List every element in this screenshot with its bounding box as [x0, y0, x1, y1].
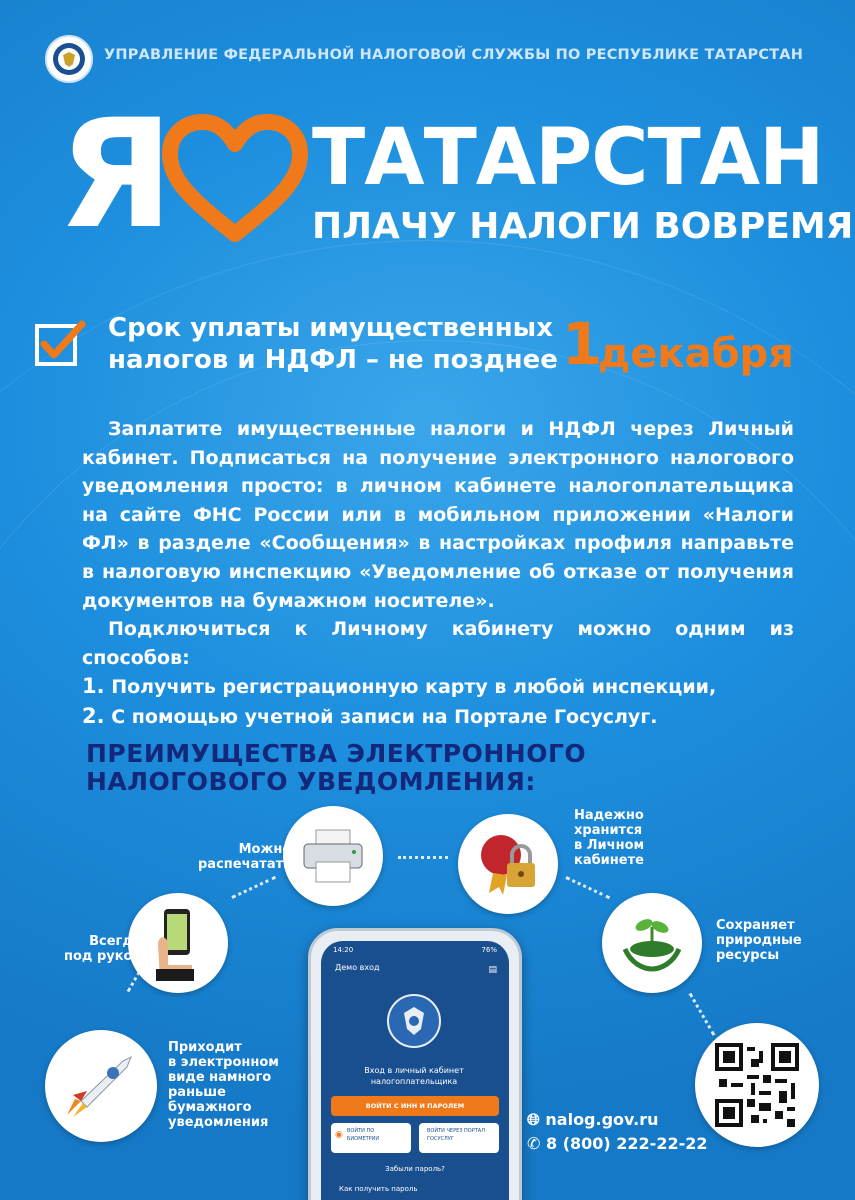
phone-login-title: Вход в личный кабинет налогоплательщика	[364, 1066, 464, 1086]
body-paragraph-2: Подключиться к Личному кабинету можно одним из способов:	[82, 618, 794, 669]
body-list-item-1	[82, 672, 794, 702]
contact-website[interactable]	[527, 1110, 659, 1130]
deadline-line-2: налогов и НДФЛ – не позднее	[108, 345, 558, 375]
benefit-print-label: Можно распечатать	[198, 842, 292, 872]
phone-screen	[321, 941, 509, 1200]
phone-text: 8 (800) 222-22-22	[545, 1134, 708, 1153]
benefit-fast-label: Приходит в электронном виде намного раньше бумажного уведомления	[168, 1040, 279, 1130]
website-text: nalog.gov.ru	[545, 1110, 659, 1129]
list-number-2: 2.	[82, 703, 105, 728]
deadline-day: 1	[562, 310, 603, 378]
benefits-title-line-2: НАЛОГОВОГО УВЕДОМЛЕНИЯ:	[86, 767, 536, 796]
phone-time: 14:20	[333, 946, 354, 954]
fns-logo-icon	[387, 991, 441, 1051]
connector-dots	[398, 856, 448, 859]
body-paragraph-1: Заплатите имущественные налоги и НДФЛ через Личный кабинет. Подписаться на получение электронного налогового уведомления просто: в личном кабинете налогоплательщика на сайте ФНС России или в мобильном приложении «Налоги ФЛ» в разделе «Сообщения» в настройках профиля направьте в налоговую инспекцию «Уведомление об отказе от получения документов на бумажном носителе».	[82, 418, 794, 612]
login-inn-button[interactable]: ВОЙТИ С ИНН И ПАРОЛЕМ	[331, 1096, 499, 1116]
printer-icon	[283, 806, 383, 906]
benefits-title	[86, 740, 586, 796]
body-list-item-2	[82, 702, 794, 732]
forgot-password-link[interactable]: Забыли пароль?	[385, 1165, 445, 1173]
contact-phone[interactable]	[527, 1134, 708, 1153]
hand-phone-icon	[128, 893, 228, 993]
benefit-eco-label: Сохраняет природные ресурсы	[716, 918, 802, 963]
agency-name: УПРАВЛЕНИЕ ФЕДЕРАЛЬНОЙ НАЛОГОВОЙ СЛУЖБЫ ПО РЕСПУБЛИКЕ ТАТАРСТАН	[104, 47, 804, 63]
tatarstan-title: ТАТАРСТАН	[312, 113, 824, 203]
deadline-line-1: Срок уплаты имущественных	[108, 313, 553, 343]
fingerprint-icon: ◉	[335, 1130, 343, 1140]
heart-icon	[160, 114, 310, 244]
globe-icon: 🌐︎	[527, 1110, 540, 1129]
qr-code[interactable]	[695, 1023, 819, 1147]
benefit-secure-label: Надежно хранится в Личном кабинете	[574, 808, 645, 868]
rocket-icon	[45, 1030, 157, 1142]
benefit-handy-label: Всегда под рукой	[64, 934, 142, 964]
slogan: ПЛАЧУ НАЛОГИ ВОВРЕМЯ	[312, 206, 854, 247]
login-biometry-button[interactable]	[331, 1123, 411, 1153]
chat-icon[interactable]: ▤	[488, 965, 497, 975]
phone-mockup	[308, 928, 522, 1200]
seal-lock-icon	[458, 814, 558, 914]
phone-demo-link[interactable]: Демо вход	[335, 963, 380, 972]
plant-hands-icon	[602, 893, 702, 993]
list-text-2: С помощью учетной записи на Портале Госуслуг.	[111, 705, 658, 728]
login-gosuslugi-label: ВОЙТИ ЧЕРЕЗ ПОРТАЛ ГОСУСЛУГ	[427, 1128, 485, 1142]
login-biometry-label: ВОЙТИ ПО БИОМЕТРИИ	[347, 1128, 380, 1142]
login-gosuslugi-button[interactable]	[419, 1123, 499, 1153]
benefits-title-line-1: ПРЕИМУЩЕСТВА ЭЛЕКТРОННОГО	[86, 739, 587, 768]
list-number-1: 1.	[82, 674, 105, 699]
deadline-month: декабря	[598, 331, 794, 377]
ya-letter: Я	[58, 88, 174, 262]
body-text	[82, 415, 794, 732]
phone-battery: 76%	[481, 946, 497, 954]
list-text-1: Получить регистрационную карту в любой инспекции,	[111, 676, 717, 699]
fns-emblem-icon	[45, 35, 93, 83]
checkmark-icon	[34, 320, 88, 370]
how-to-get-password-link[interactable]: Как получить пароль	[339, 1185, 418, 1193]
phone-icon: ✆	[527, 1134, 541, 1153]
